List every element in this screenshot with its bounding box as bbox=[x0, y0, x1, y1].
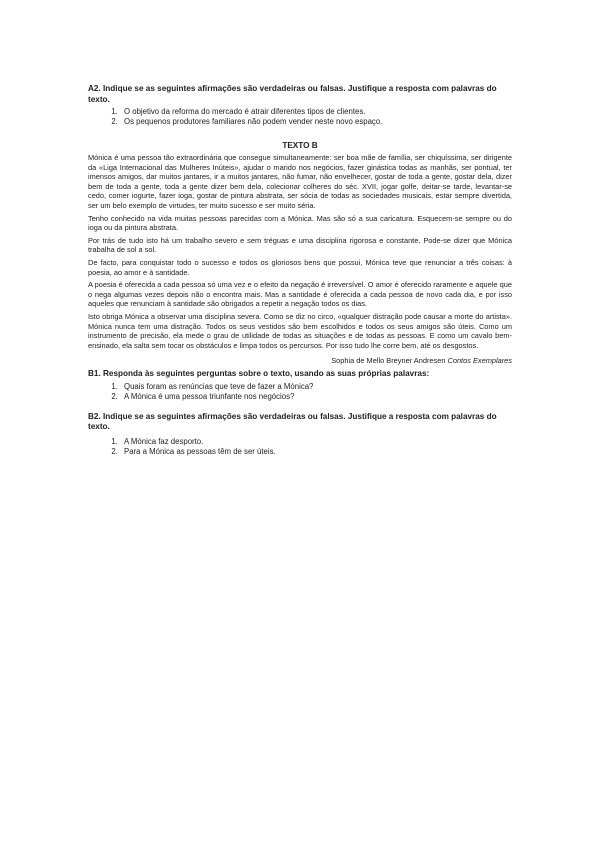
author-name: Sophia de Mello Breyner Andresen bbox=[331, 356, 446, 366]
section-texto-b bbox=[88, 141, 512, 365]
a2-item-1: 1. O objetivo da reforma do mercado é atrair diferentes tipos de clientes. bbox=[120, 107, 512, 117]
a2-item-2: 2. Os pequenos produtores familiares não podem vender neste novo espaço. bbox=[120, 117, 512, 127]
texto-b-paragraph-4: De facto, para conquistar todo o sucesso e todos os gloriosos bens que possui, Mónica teve que renunciar a três coisas: à poesia, ao amor e à santidade. bbox=[88, 257, 512, 277]
section-b1 bbox=[88, 369, 512, 402]
texto-b-title: TEXTO B bbox=[282, 141, 318, 150]
texto-b-paragraph-1: Mónica é uma pessoa tão extraordinária que consegue simultaneamente: ser boa mãe de família, ser chiquíssima, ser dirigente da «Liga Internacional das Mulheres Inúteis», ajudar o marido nos negócios, fazer ginástica todas as manhãs, ser pontual, ter imensos amigos, dar muitos jantares, ir a muitos jantares, não fumar, não envelhecer, gostar de toda a gente, gostar dela, dizer bem de toda a gente, toda a gente dizer bem dela, colecionar colheres do séc. XVII, jogar golfe, deitar-se tarde, levantar-se cedo, comer iogurte, fazer ioga, gostar de pintura abstrata, ser sócia de todas as sociedades musicais, estar sempre divertida, ser um belo exemplo de virtudes, ter muito sucesso e ser muito séria. bbox=[88, 153, 512, 210]
b2-heading: B2. Indique se as seguintes afirmações são verdadeiras ou falsas. Justifique a resposta com palavras do texto. bbox=[88, 411, 497, 432]
texto-b-paragraph-3: Por trás de tudo isto há um trabalho severo e sem tréguas e uma disciplina rigorosa e constante. Pode-se dizer que Mónica trabalha de sol a sol. bbox=[88, 235, 512, 255]
b2-list bbox=[88, 437, 512, 457]
a2-list bbox=[88, 107, 512, 127]
b1-item-2: 2. A Mónica é uma pessoa triunfante nos negócios? bbox=[120, 392, 512, 402]
section-a2 bbox=[88, 84, 512, 127]
b1-item-1: 1. Quais foram as renúncias que teve de fazer a Mónica? bbox=[120, 382, 512, 392]
texto-b-paragraph-5: A poesia é oferecida a cada pessoa só uma vez e o efeito da negação é irreversível. O amor é oferecido raramente e aquele que o nega algumas vezes depois não o encontra mais. Mas a santidade é oferecida a cada pessoa de novo cada dia, e por isso aqueles que renunciam à santidade são obrigados a repetir a negação todos os dias. bbox=[88, 280, 512, 309]
section-b2 bbox=[88, 412, 512, 457]
b2-item-1: 1. A Mónica faz desporto. bbox=[120, 437, 512, 447]
texto-b-paragraph-2: Tenho conhecido na vida muitas pessoas parecidas com a Mónica. Mas são só a sua caricatura. Esquecem-se sempre ou do ioga ou da pintura abstrata. bbox=[88, 213, 512, 233]
b1-heading: B1. Responda às seguintes perguntas sobre o texto, usando as suas próprias palavras: bbox=[88, 369, 430, 379]
b1-list bbox=[88, 382, 512, 402]
source-attribution bbox=[88, 356, 512, 365]
work-title: Contos Exemplares bbox=[447, 356, 512, 366]
texto-b-paragraph-6: Isto obriga Mónica a observar uma disciplina severa. Como se diz no circo, «qualquer distração pode causar a morte do artista». Mónica nunca tem uma distração. Todos os seus vestidos são bem escolhidos e todos os seus amigos são úteis. Como um instrumento de precisão, ela mede o grau de utilidade de todas as situações e de todas as pessoas. E como um cavalo bem-ensinado, ela salta sem tocar os obstáculos e limpa todos os percursos. Por isso tudo lhe corre bem, até os desgostos. bbox=[88, 311, 512, 350]
a2-heading: A2. Indique se as seguintes afirmações são verdadeiras ou falsas. Justifique a resposta com palavras do texto. bbox=[88, 84, 497, 104]
b2-item-2: 2. Para a Mónica as pessoas têm de ser úteis. bbox=[120, 447, 512, 457]
